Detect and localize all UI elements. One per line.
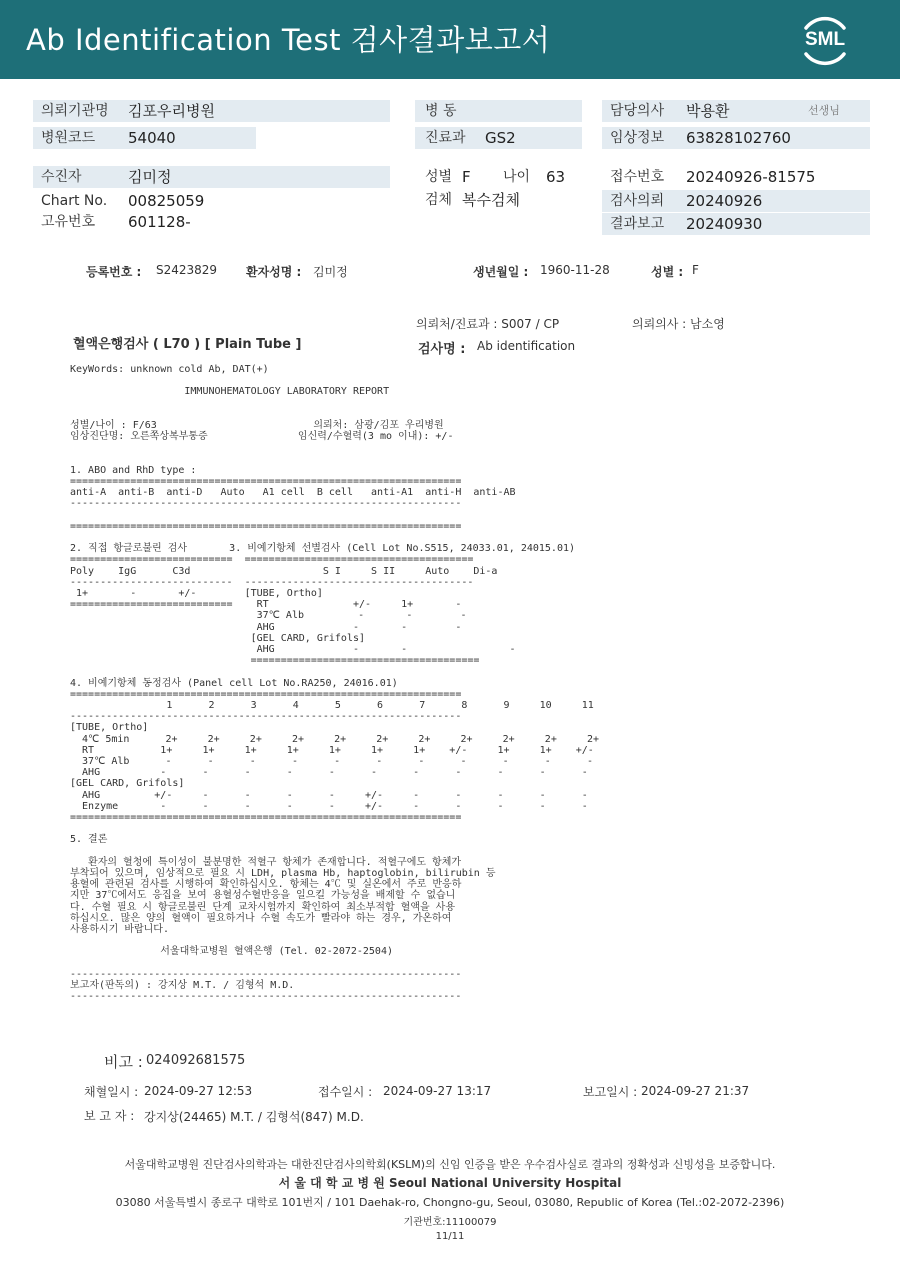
field-sex-age: 성별 F 나이 63 — [425, 168, 566, 186]
certification-note: 서울대학교병원 진단검사의학과는 대한진단검사의학회(KSLM)의 신임 인증을 받은 우수검사실로 결과의 정확성과 신빙성을 보증합니다. — [124, 1158, 776, 1171]
report-header — [0, 0, 900, 79]
report-line: Enzyme - - - - - +/- - - - - - — [70, 800, 588, 812]
report-line: 환자의 혈청에 특이성이 불분명한 적혈구 항체가 존재합니다. 적혈구에도 항체가 — [70, 856, 462, 868]
report-line: AHG +/- - - - - +/- - - - - - — [70, 789, 588, 801]
field-department: 진료과 GS2 — [415, 127, 582, 149]
collect-label: 채혈일시 : — [84, 1085, 139, 1099]
collect-value: 2024-09-27 12:53 — [144, 1084, 253, 1098]
report-line: 성별/나이 : F/63 의뢰처: 삼광/김포 우리병원 — [70, 420, 444, 431]
patient-name-label: 환자성명 : — [246, 265, 302, 279]
report-line: 부착되어 있으며, 임상적으로 필요 시 LDH, plasma Hb, haptoglobin, bilirubin 등 — [70, 868, 496, 879]
field-specimen: 검체 복수검체 — [425, 191, 520, 209]
report-line: 보고자(판독의) : 강지상 M.T. / 김형석 M.D. — [70, 980, 295, 991]
report-line: ----------------------------------------------------------------- — [70, 968, 462, 980]
report-line: 용혈에 관련된 검사를 시행하여 확인하십시오. 항체는 4℃ 및 실온에서 주로 반응하 — [70, 879, 462, 891]
report-line: 임상진단명: 오른쪽상복부통증 임신력/수혈력(3 mo 이내): +/- — [70, 431, 454, 443]
hospital-address: 03080 서울특별시 종로구 대학로 101번지 / 101 Daehak-ro, Chongno-gu, Seoul, 03080, Republic of Korea (Tel.:02-2072-2396) — [115, 1196, 785, 1209]
report-line: ================================================================= — [70, 688, 462, 700]
field-result-date: 결과보고 20240930 — [602, 213, 870, 235]
report-line: KeyWords: unknown cold Ab, DAT(+) — [70, 364, 269, 375]
report-line: Poly IgG C3d S I S II Auto Di-a — [70, 565, 498, 577]
field-clinical-info: 임상정보 63828102760 — [602, 127, 870, 149]
hospital-name: 서 울 대 학 교 병 원 Seoul National University Hospital — [278, 1176, 622, 1190]
page-number: 11/11 — [435, 1231, 465, 1242]
receive-label: 접수일시 : — [318, 1085, 373, 1099]
report-line: AHG - - - — [70, 621, 462, 633]
field-ward: 병 동 — [415, 100, 582, 122]
reg-no-value: S2423829 — [156, 263, 218, 277]
field-request-date: 검사의뢰 20240926 — [602, 190, 870, 212]
report-line: anti-A anti-B anti-D Auto A1 cell B cell anti-A1 anti-H anti-AB — [70, 487, 516, 499]
report-line: ----------------------------------------------------------------- — [70, 711, 462, 723]
report-line: 2. 직접 항글로불린 검사 3. 비예기항체 선별검사 (Cell Lot No.S515, 24033.01, 24015.01) — [70, 543, 576, 555]
test-name-value: Ab identification — [477, 339, 576, 353]
institution-number: 기관번호:11100079 — [403, 1217, 497, 1228]
field-unique-no: 고유번호 601128- — [41, 213, 191, 231]
report-line: ================================================================= — [70, 812, 462, 823]
report-line: ----------------------------------------------------------------- — [70, 991, 462, 1003]
sex-value: F — [692, 263, 699, 277]
dob-value: 1960-11-28 — [540, 263, 610, 277]
report-line: IMMUNOHEMATOLOGY LABORATORY REPORT — [70, 386, 390, 398]
field-hospital-code: 병원코드 54040 — [33, 127, 256, 149]
report-time-label: 보고일시 : — [583, 1085, 638, 1099]
patient-name-value: 김미정 — [313, 265, 348, 279]
report-line: ====================================== — [70, 655, 480, 667]
report-line: --------------------------- -------------------------------------- — [70, 576, 474, 588]
field-patient: 수진자 김미정 — [33, 166, 390, 188]
reporter-label: 보 고 자 : — [84, 1109, 135, 1123]
report-line: 1. ABO and RhD type : — [70, 464, 197, 476]
report-line: [GEL CARD, Grifols] — [70, 632, 366, 644]
report-line: ----------------------------------------------------------------- — [70, 498, 462, 510]
report-line: 서울대학교병원 혈액은행 (Tel. 02-2072-2504) — [70, 946, 393, 958]
doctor-line: 의뢰의사 : 남소영 — [632, 317, 725, 331]
report-line: 37℃ Alb - - - - - - - - - - - — [70, 756, 593, 767]
report-line: 4℃ 5min 2+ 2+ 2+ 2+ 2+ 2+ 2+ 2+ 2+ 2+ 2+ — [70, 733, 599, 745]
test-name-label: 검사명 : — [418, 342, 466, 357]
report-line: ================================================================= — [70, 476, 462, 487]
receive-value: 2024-09-27 13:17 — [383, 1084, 492, 1098]
field-chart-no: Chart No. 00825059 — [41, 192, 205, 210]
report-line: 37℃ Alb - - - — [70, 610, 467, 622]
report-line: 1+ - +/- [TUBE, Ortho] — [70, 588, 323, 599]
report-line: 하십시오. 많은 양의 혈액이 필요하거나 수혈 속도가 빨라야 하는 경우, 가온하여 — [70, 912, 452, 924]
report-line: [TUBE, Ortho] — [70, 722, 149, 734]
report-line: 다. 수혈 필요 시 항글로불린 단계 교차시험까지 확인하여 최소부적합 혈액을 사용 — [70, 901, 456, 913]
report-line: 4. 비예기항체 동정검사 (Panel cell Lot No.RA250, 24016.01) — [70, 677, 398, 689]
test-title: 혈액은행검사 ( L70 ) [ Plain Tube ] — [73, 337, 302, 352]
report-line: 지만 37℃에서도 응집을 보여 용혈성수혈반응을 일으킬 가능성을 배제할 수 없습니 — [70, 890, 456, 902]
field-receipt-no: 접수번호 20240926-81575 — [610, 168, 816, 186]
reporter-value: 강지상(24465) M.T. / 김형석(847) M.D. — [144, 1110, 364, 1124]
page-title: Ab Identification Test 검사결과보고서 — [26, 23, 551, 57]
sml-logo: SML — [796, 12, 854, 70]
report-line: =========================== ====================================== — [70, 554, 474, 566]
field-doctor: 담당의사 박용환 선생님 — [602, 100, 870, 122]
report-line: RT 1+ 1+ 1+ 1+ 1+ 1+ 1+ +/- 1+ 1+ +/- — [70, 744, 594, 756]
field-institution: 의뢰기관명 김포우리병원 — [33, 100, 390, 122]
remark-label: 비고 : — [104, 1053, 143, 1071]
report-line: 5. 결론 — [70, 834, 108, 846]
report-line: ================================================================= — [70, 520, 462, 532]
remark-value: 024092681575 — [146, 1053, 246, 1068]
report-line: 사용하시기 바랍니다. — [70, 924, 169, 935]
reg-no-label: 등록번호 : — [86, 265, 142, 279]
report-line: =========================== RT +/- 1+ - — [70, 599, 462, 611]
sex-label: 성별 : — [651, 265, 684, 279]
dept-line: 의뢰처/진료과 : S007 / CP — [416, 317, 560, 331]
report-line: 1 2 3 4 5 6 7 8 9 10 11 — [70, 700, 594, 711]
report-line: [GEL CARD, Grifols] — [70, 778, 185, 790]
report-line: AHG - - - - - - - - - - - — [70, 767, 588, 779]
report-time-value: 2024-09-27 21:37 — [641, 1084, 750, 1098]
dob-label: 생년월일 : — [473, 265, 529, 279]
report-line: AHG - - - — [70, 644, 516, 655]
